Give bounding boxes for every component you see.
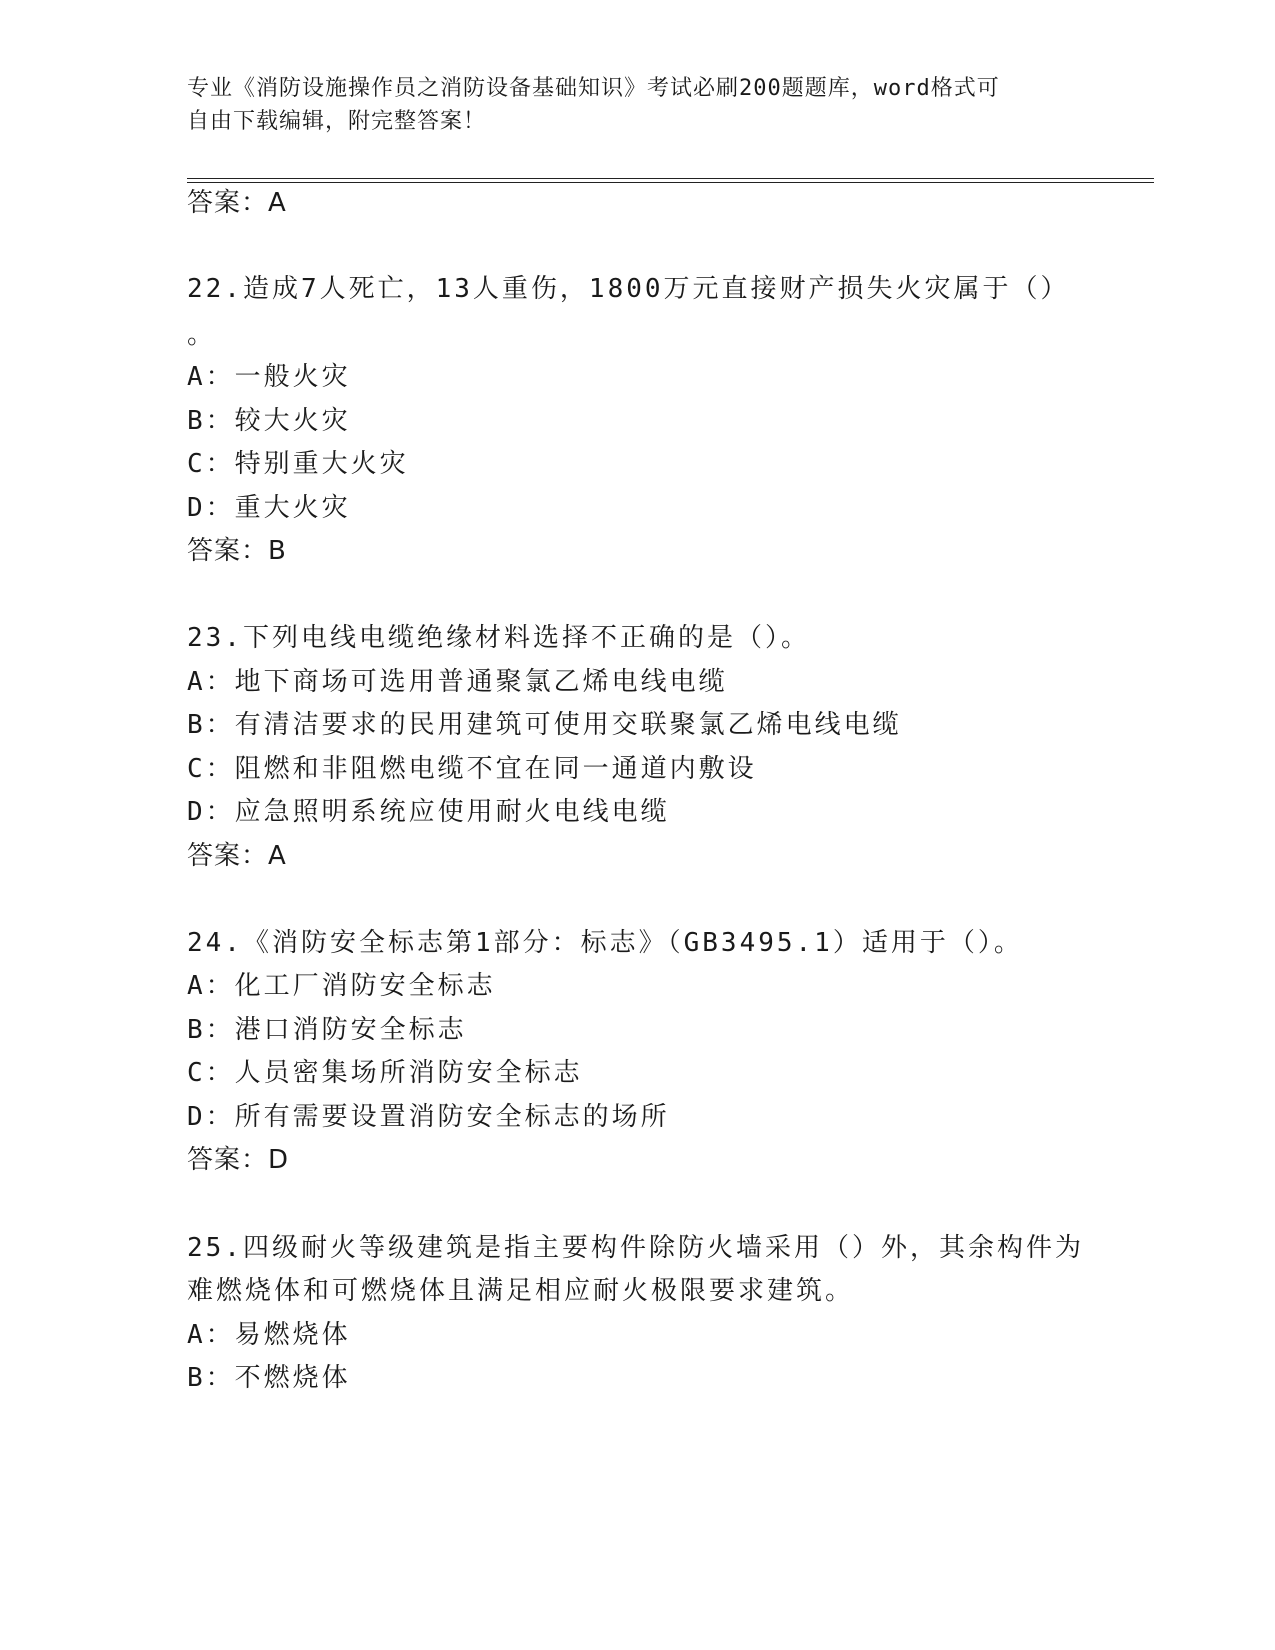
question-24-answer: 答案：D [187,1145,290,1175]
question-23-option-c: C：阻燃和非阻燃电缆不宜在同一通道内敷设 [187,754,757,784]
question-24-option-c: C：人员密集场所消防安全标志 [187,1058,583,1088]
question-22-option-a: A：一般火灾 [187,362,351,392]
question-23-answer: 答案：A [187,841,287,871]
header-divider-bottom [187,182,1154,183]
question-24-option-a: A：化工厂消防安全标志 [187,971,496,1001]
question-23-option-d: D：应急照明系统应使用耐火电线电缆 [187,797,670,827]
previous-answer: 答案：A [187,188,287,218]
question-22-option-b: B：较大火灾 [187,406,351,436]
question-22-stem: 22.造成7人死亡，13人重伤，1800万元直接财产损失火灾属于（） [187,274,1070,304]
question-24-option-d: D：所有需要设置消防安全标志的场所 [187,1102,670,1132]
question-23-option-a: A：地下商场可选用普通聚氯乙烯电线电缆 [187,667,728,697]
question-22-option-c: C：特别重大火灾 [187,449,409,479]
header-line-1: 专业《消防设施操作员之消防设备基础知识》考试必刷200题题库，word格式可 [187,76,1000,101]
question-25-option-b: B：不燃烧体 [187,1363,351,1393]
question-24-stem: 24.《消防安全标志第1部分：标志》（GB3495.1）适用于（）。 [187,928,1023,958]
question-25-stem-continued: 难燃烧体和可燃烧体且满足相应耐火极限要求建筑。 [187,1276,855,1306]
question-22-answer: 答案：B [187,536,287,566]
question-25-stem: 25.四级耐火等级建筑是指主要构件除防火墙采用（）外，其余构件为 [187,1233,1084,1263]
header-line-2: 自由下载编辑，附完整答案！ [187,109,487,134]
question-23-stem: 23.下列电线电缆绝缘材料选择不正确的是（）。 [187,623,810,653]
question-22-stem-continued: 。 [187,320,217,350]
document-header [187,72,1067,138]
question-23-option-b: B：有清洁要求的民用建筑可使用交联聚氯乙烯电线电缆 [187,710,902,740]
question-22-option-d: D：重大火灾 [187,493,351,523]
question-25-option-a: A：易燃烧体 [187,1320,351,1350]
header-divider-top [187,178,1154,179]
question-24-option-b: B：港口消防安全标志 [187,1015,467,1045]
